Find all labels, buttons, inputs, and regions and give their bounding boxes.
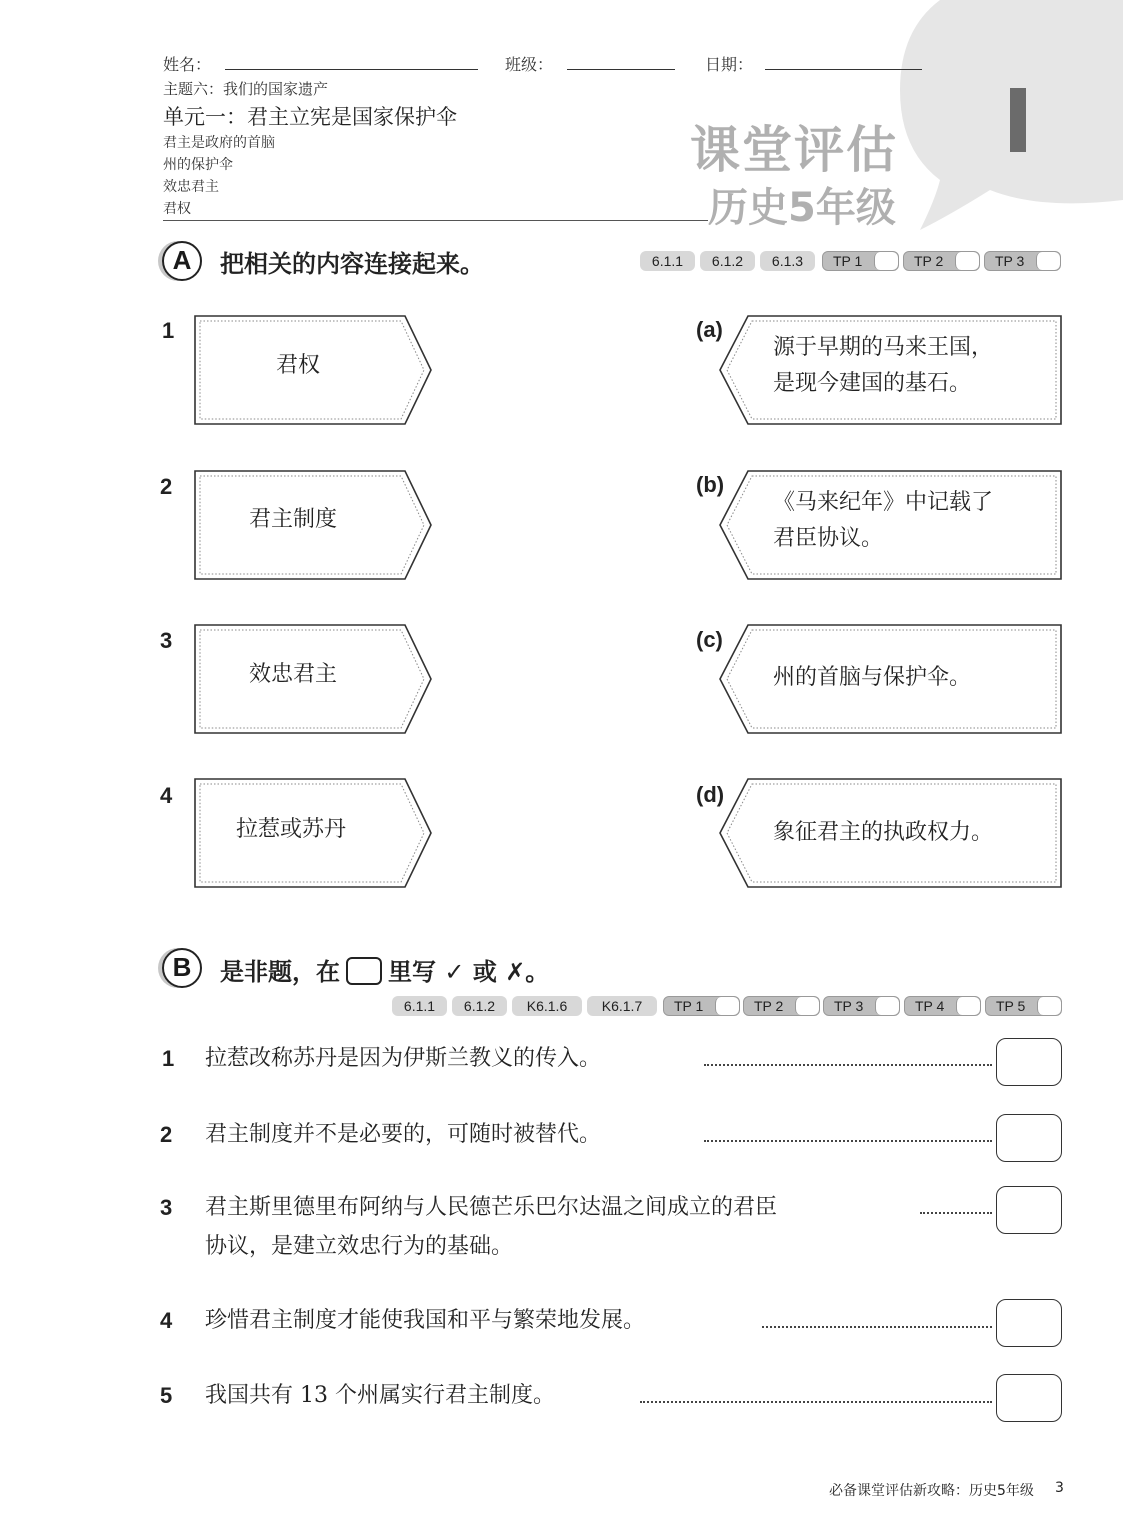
answer-box[interactable]: [996, 1374, 1062, 1422]
section-b-badge: B: [162, 948, 202, 988]
page-tab-mark: [1010, 88, 1026, 152]
date-field[interactable]: [765, 68, 922, 70]
tf-question-text-line2: 协议，是建立效忠行为的基础。: [205, 1234, 514, 1259]
match-right-text-line1: 州的首脑与保护伞。: [773, 665, 972, 690]
match-right-text-line2: 君臣协议。: [773, 526, 884, 551]
tp-checkbox[interactable]: [874, 252, 898, 270]
sample-answer-box: [346, 957, 382, 985]
class-field[interactable]: [567, 68, 675, 70]
match-left-text: 拉惹或苏丹: [236, 817, 347, 842]
tp-chip[interactable]: TP 1: [822, 251, 899, 271]
unit-heading: 单元一：君主立宪是国家保护伞: [163, 105, 457, 129]
match-right-letter: (c): [696, 627, 723, 652]
assessment-subtitle: 历史5年级: [708, 185, 896, 231]
match-right-text-line1: 象征君主的执政权力。: [773, 820, 994, 845]
match-left-text: 君主制度: [249, 507, 338, 532]
subtopic-item: 君主是政府的首脑: [163, 135, 275, 151]
tp-checkbox[interactable]: [1036, 252, 1060, 270]
tp-checkbox[interactable]: [715, 997, 739, 1015]
code-chip: 6.1.2: [700, 251, 755, 271]
match-right-letter: (a): [696, 317, 723, 342]
section-b-title: 是非题，在 里写 ✓ 或 ✗。: [220, 958, 550, 986]
tp-chip[interactable]: TP 3: [823, 996, 900, 1016]
match-left-text: 君权: [276, 353, 321, 378]
tf-question-text: 拉惹改称苏丹是因为伊斯兰教义的传入。: [205, 1046, 602, 1071]
code-chip: 6.1.3: [760, 251, 815, 271]
match-left-number: 3: [160, 628, 173, 653]
header-bubble-decoration: [880, 0, 1123, 240]
answer-box[interactable]: [996, 1299, 1062, 1347]
leader-dots: [920, 1212, 992, 1214]
tp-chip[interactable]: TP 5: [985, 996, 1062, 1016]
match-left-number: 4: [160, 783, 173, 808]
tf-question-number: 2: [160, 1122, 173, 1147]
tp-checkbox[interactable]: [1037, 997, 1061, 1015]
match-right-text-line1: 源于早期的马来王国，: [773, 335, 994, 360]
answer-box[interactable]: [996, 1114, 1062, 1162]
code-chip: 6.1.1: [392, 996, 447, 1016]
tp-chip[interactable]: TP 1: [663, 996, 740, 1016]
match-right-text-line2: 是现今建国的基石。: [773, 371, 972, 396]
tp-checkbox[interactable]: [956, 997, 980, 1015]
tp-checkbox[interactable]: [955, 252, 979, 270]
match-left-text: 效忠君主: [249, 662, 338, 687]
tf-question-number: 1: [162, 1046, 175, 1071]
subtopic-item: 效忠君主: [163, 179, 219, 195]
match-right-letter: (d): [696, 782, 725, 807]
header-divider: [163, 220, 708, 221]
tf-question-text: 我国共有 13 个州属实行君主制度。: [205, 1383, 555, 1408]
tf-question-number: 5: [160, 1383, 173, 1408]
tf-question-text: 君主制度并不是必要的，可随时被替代。: [205, 1122, 602, 1147]
tp-chip[interactable]: TP 3: [984, 251, 1061, 271]
tp-chip[interactable]: TP 2: [743, 996, 820, 1016]
tf-question-number: 3: [160, 1195, 173, 1220]
cross-mark-icon: ✗: [505, 958, 526, 986]
match-left-number: 1: [162, 318, 175, 343]
tf-question-text: 珍惜君主制度才能使我国和平与繁荣地发展。: [205, 1308, 646, 1333]
leader-dots: [640, 1401, 992, 1403]
assessment-title: 课堂评估: [690, 121, 898, 179]
page-number: 3: [1055, 1480, 1064, 1496]
code-chip: 6.1.2: [452, 996, 507, 1016]
date-label: 日期：: [705, 55, 754, 74]
check-mark-icon: ✓: [444, 958, 465, 986]
topic-heading: 主题六：我们的国家遗产: [163, 80, 329, 98]
code-chip: 6.1.1: [640, 251, 695, 271]
code-chip: K6.1.7: [587, 996, 657, 1016]
section-a-badge: A: [162, 241, 202, 281]
footer-text: 必备课堂评估新攻略：历史5年级: [829, 1483, 1034, 1499]
leader-dots: [704, 1064, 992, 1066]
leader-dots: [762, 1326, 992, 1328]
match-left-number: 2: [160, 474, 173, 499]
section-a-title: 把相关的内容连接起来。: [220, 250, 484, 278]
tf-question-number: 4: [160, 1308, 173, 1333]
tp-chip[interactable]: TP 4: [904, 996, 981, 1016]
match-right-letter: (b): [696, 472, 725, 497]
name-label: 姓名：: [163, 55, 212, 74]
subtopic-item: 州的保护伞: [163, 157, 233, 173]
tp-checkbox[interactable]: [875, 997, 899, 1015]
class-label: 班级：: [505, 55, 554, 74]
name-field[interactable]: [225, 68, 478, 70]
tp-chip[interactable]: TP 2: [903, 251, 980, 271]
leader-dots: [704, 1140, 992, 1142]
tf-question-text: 君主斯里德里布阿纳与人民德芒乐巴尔达温之间成立的君臣: [205, 1195, 778, 1220]
match-right-text-line1: 《马来纪年》中记载了: [773, 490, 994, 515]
tp-checkbox[interactable]: [795, 997, 819, 1015]
answer-box[interactable]: [996, 1038, 1062, 1086]
subtopic-item: 君权: [163, 201, 191, 217]
answer-box[interactable]: [996, 1186, 1062, 1234]
code-chip: K6.1.6: [512, 996, 582, 1016]
